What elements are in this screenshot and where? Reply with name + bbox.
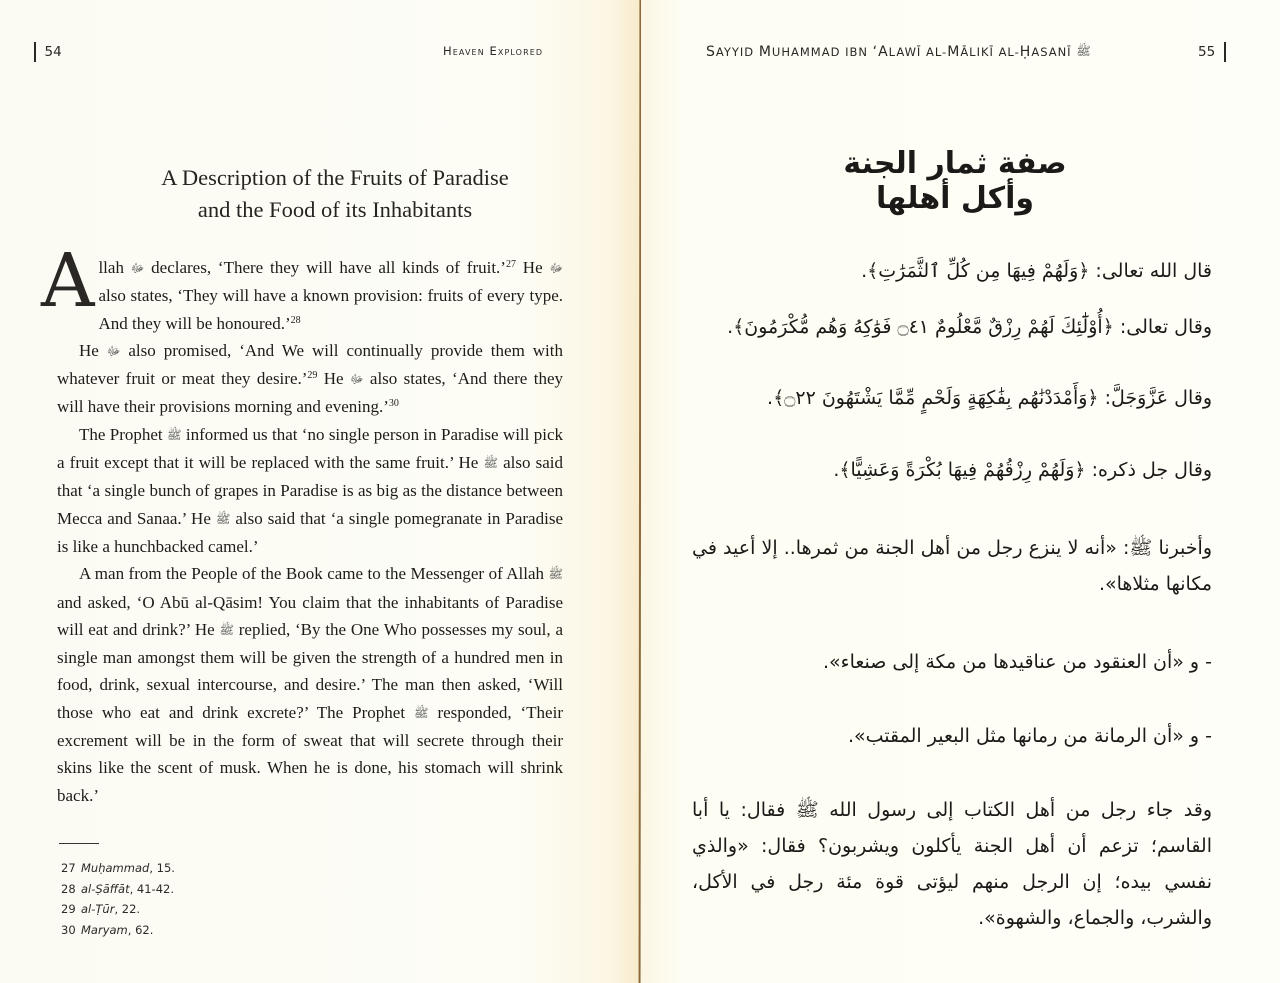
salutation-icon: ﷺ <box>215 511 231 526</box>
paragraph <box>57 560 563 809</box>
text-run: replied, ‘By the One Who possesses my soul, a single man amongst them will be given the strength of a hundred men in food, drink, sexual intercourse, and desire.’ The man then asked, ‘Will those who eat and drink excrete?’ The Prophet <box>57 619 563 722</box>
text-run: ASANĪ <box>1031 45 1072 59</box>
footnote-number: 29 <box>61 902 76 917</box>
cap: M <box>947 44 961 60</box>
salutation-icon: ﷺ <box>414 705 429 720</box>
text-run: AYYID <box>715 45 759 59</box>
cap: S <box>706 44 716 60</box>
text-run: informed us that ‘no single person in Paradise will pick a fruit except that it will be replaced with the same fruit.’ He <box>57 424 563 473</box>
footnote-number: 28 <box>61 881 76 896</box>
footnote <box>61 920 175 941</box>
footnote-ref[interactable]: 27 <box>505 259 516 270</box>
left-running-head-folio <box>34 42 62 62</box>
paragraph <box>57 421 563 560</box>
text-run: llah <box>98 258 131 277</box>
drop-cap: A <box>41 238 95 324</box>
footnote-ref-text: , 15. <box>149 861 175 875</box>
footnote-source: al-Ṭūr <box>81 902 115 917</box>
text-run: also said that ‘a single bunch of grapes in Paradise is as big as the distance between Mecca and Sanaa.’ He <box>57 453 563 528</box>
honorific-icon: ﷻ <box>349 372 364 387</box>
folio-bar <box>34 42 36 62</box>
text-run: UHAMMAD IBN <box>771 45 873 59</box>
text-run: ĀLIKĪ AL- <box>960 45 1020 59</box>
arabic-hadith: وأخبرنا ﷺ: «أنه لا ينزع رجل من أهل الجنة من ثمرها.. إلا أعيد في مكانها مثلاها». <box>692 537 1212 595</box>
text-run: and asked, ‘O Abū al-Qāsim! You claim that the inhabitants of Paradise will eat and drink?’ He <box>57 592 563 639</box>
cap: Ḥ <box>1019 44 1032 60</box>
text-run: The Prophet <box>79 424 168 444</box>
footnote <box>61 899 175 920</box>
footnote-ref[interactable]: 28 <box>290 314 301 326</box>
footnotes <box>61 858 175 940</box>
text-run: He <box>317 369 350 389</box>
body-text <box>41 238 563 809</box>
arabic-verse: وقال تعالى: ﴿أُوْلَٰٓئِكَ لَهُمْ رِزْقٌ مَّعْلُومٌ ۝٤١ فَوَٰكِهُ وَهُم مُّكْرَمُونَ﴾. <box>727 316 1212 338</box>
footnote-source: Muḥammad <box>81 861 150 875</box>
salutation-icon: ﷺ <box>167 427 182 442</box>
footnote-ref-text: , 41-42. <box>129 881 174 896</box>
honorific-icon: ﷺ <box>1076 44 1091 58</box>
footnote <box>61 879 175 900</box>
footnote-ref-text: , 22. <box>114 902 141 917</box>
arabic-hadith: - و «أن العنقود من عناقيدها من مكة إلى صنعاء». <box>822 651 1212 673</box>
footnote-ref-text: , 62. <box>127 922 154 937</box>
footnote-number: 30 <box>61 922 76 937</box>
paragraph <box>57 337 563 421</box>
arabic-verse: وقال عَزَّوَجَلَّ: ﴿وَأَمْدَدْنَٰهُم بِفَٰكِهَةٍ وَلَحْمٍ مِّمَّا يَشْتَهُونَ ۝٢٢﴾. <box>767 387 1212 409</box>
honorific-icon: ﷻ <box>106 343 121 358</box>
arabic-verse: وقال جل ذكره: ﴿وَلَهُمْ رِزْقُهُمْ فِيهَا بُكْرَةً وَعَشِيًّا﴾. <box>833 459 1212 481</box>
text-run: responded, ‘Their excrement will be in the form of sweat that will secrete through their skins like the scent of musk. When he is done, his stomach will shrink back.’ <box>57 702 563 805</box>
arabic-hadith: - و «أن الرمانة من رمانها مثل البعير المقتب». <box>847 725 1212 747</box>
salutation-icon: ﷺ <box>483 456 498 471</box>
honorific-icon: ﷻ <box>130 261 145 275</box>
text-run: also promised, ‘And We will continually provide them with whatever fruit or meat they desire.’ <box>57 340 563 389</box>
arabic-hadith: وقد جاء رجل من أهل الكتاب إلى رسول الله ﷺ فقال: يا أبا القاسم؛ تزعم أن أهل الجنة يأكلون ويشربون؟ فقال: «والذي نفسي بيده؛ إن الرجل منهم ليؤتى قوة مئة رجل في الأكل، والشرب، والجماع، والشهوة». <box>692 799 1212 929</box>
footnote <box>61 858 175 879</box>
text-run: also states, ‘They will have a known provision: fruits of every type. And they will be honoured.’ <box>98 286 563 333</box>
text-run: also states, ‘And there they will have their provisions morning and evening.’ <box>57 369 563 417</box>
page-number: 55 <box>1198 44 1216 60</box>
text-run: He <box>515 258 550 277</box>
arabic-verse: قال الله تعالى: ﴿وَلَهُمْ فِيهَا مِن كُلِّ ٱلثَّمَرَٰتِ﴾. <box>861 260 1212 282</box>
salutation-icon: ﷺ <box>548 567 563 582</box>
text-run: A man from the People of the Book came to the Messenger of Allah <box>79 564 549 584</box>
chapter-title-line: and the Food of its Inhabitants <box>197 197 473 222</box>
footnote-ref[interactable]: 29 <box>307 370 318 382</box>
footnote-source: al-Ṣāffāt <box>81 881 130 896</box>
text-run: declares, ‘There they will have all kinds of fruit.’ <box>144 258 506 277</box>
right-running-head-folio <box>1198 42 1226 62</box>
text-run: LAWĪ AL- <box>888 45 948 59</box>
text-run: also said that ‘a single pomegranate in Paradise is like a hunchbacked camel.’ <box>57 508 563 556</box>
text-run: He <box>79 340 107 360</box>
footnote-source: Maryam <box>81 922 128 937</box>
running-head-author <box>706 44 1091 61</box>
footnote-ref[interactable]: 30 <box>388 398 399 410</box>
honorific-icon: ﷻ <box>549 261 563 275</box>
footnote-divider <box>59 843 99 844</box>
cap: ‘A <box>872 44 889 60</box>
cap: M <box>758 44 772 60</box>
salutation-icon: ﷺ <box>219 622 234 637</box>
chapter-title <box>60 162 610 226</box>
page-number: 54 <box>44 44 62 60</box>
paragraph <box>41 238 563 337</box>
footnote-number: 27 <box>61 861 76 875</box>
arabic-chapter-title: صفة ثمار الجنة وأكل أهلها <box>843 146 1067 216</box>
chapter-title-line: A Description of the Fruits of Paradise <box>161 165 509 190</box>
running-head-book-title: Heaven Explored <box>443 44 544 58</box>
folio-bar <box>1224 42 1226 62</box>
